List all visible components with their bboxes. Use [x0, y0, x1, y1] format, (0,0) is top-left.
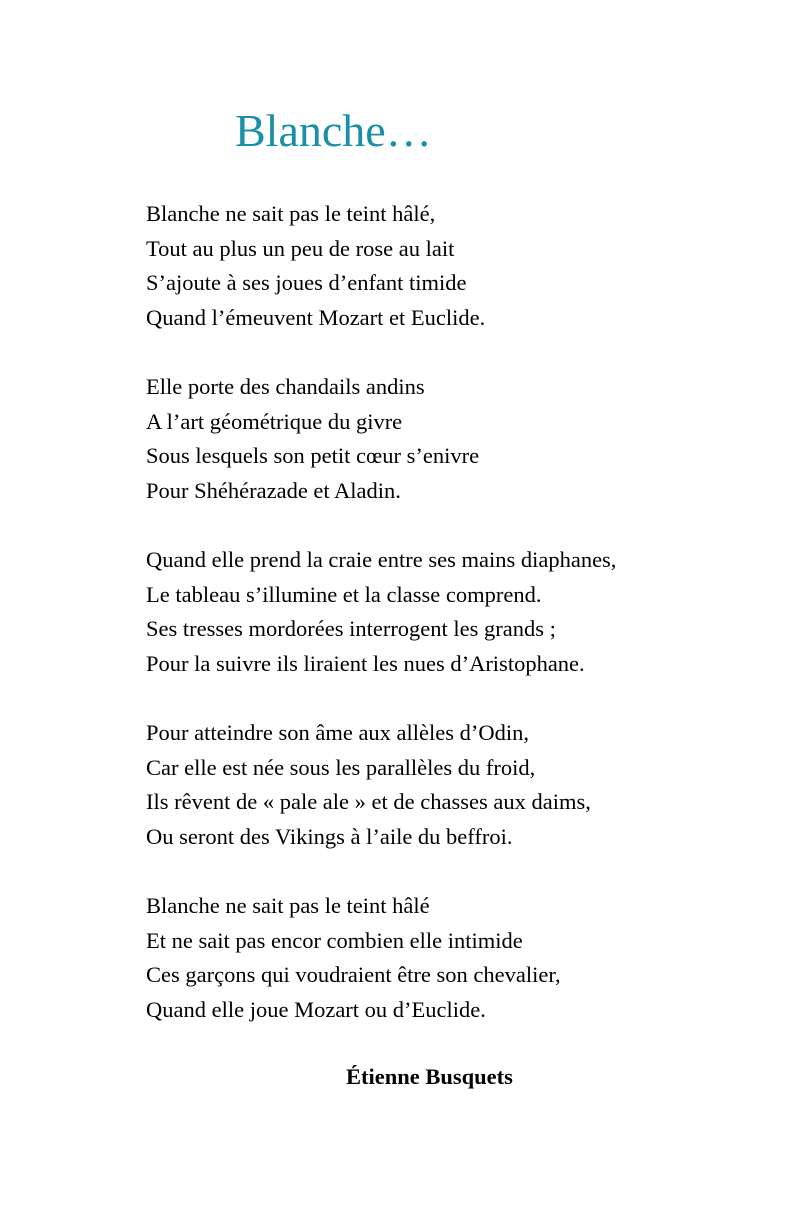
stanza-1 [146, 197, 786, 335]
poem-title: Blanche… [235, 105, 432, 156]
poem-line: Sous lesquels son petit cœur s’enivre [146, 443, 480, 468]
poem-line: S’ajoute à ses joues d’enfant timide [146, 270, 467, 295]
poem-line: Quand l’émeuvent Mozart et Euclide. [146, 304, 486, 330]
stanza-2 [146, 370, 786, 508]
poem-line: Pour atteindre son âme aux allèles d’Odin, [146, 720, 530, 745]
stanza-5 [146, 889, 786, 1027]
poem-line: Quand elle prend la craie entre ses mains diaphanes, [146, 547, 617, 572]
poem-line: Quand elle joue Mozart ou d’Euclide. [146, 996, 486, 1022]
poem-line: Ces garçons qui voudraient être son chevalier, [146, 962, 561, 987]
poem-line: Ou seront des Vikings à l’aile du beffroi. [146, 823, 513, 849]
poem-line: Ses tresses mordorées interrogent les grands ; [146, 616, 556, 641]
poem-body [146, 197, 786, 1062]
poem-line: Ils rêvent de « pale ale » et de chasses aux daims, [146, 789, 591, 814]
stanza-3 [146, 543, 786, 681]
author-signature: Étienne Busquets [346, 1064, 513, 1089]
stanza-4 [146, 716, 786, 854]
poem-line: Car elle est née sous les parallèles du froid, [146, 754, 536, 780]
poem-line: Pour Shéhérazade et Aladin. [146, 477, 401, 503]
poem-line: Pour la suivre ils liraient les nues d’Aristophane. [146, 650, 585, 676]
poem-line: A l’art géométrique du givre [146, 408, 403, 434]
poem-line: Elle porte des chandails andins [146, 374, 425, 399]
poem-line: Le tableau s’illumine et la classe comprend. [146, 581, 542, 607]
poem-line: Blanche ne sait pas le teint hâlé, [146, 201, 436, 226]
poem-line: Et ne sait pas encor combien elle intimide [146, 927, 523, 953]
poem-line: Blanche ne sait pas le teint hâlé [146, 893, 430, 918]
poem-line: Tout au plus un peu de rose au lait [146, 235, 455, 261]
